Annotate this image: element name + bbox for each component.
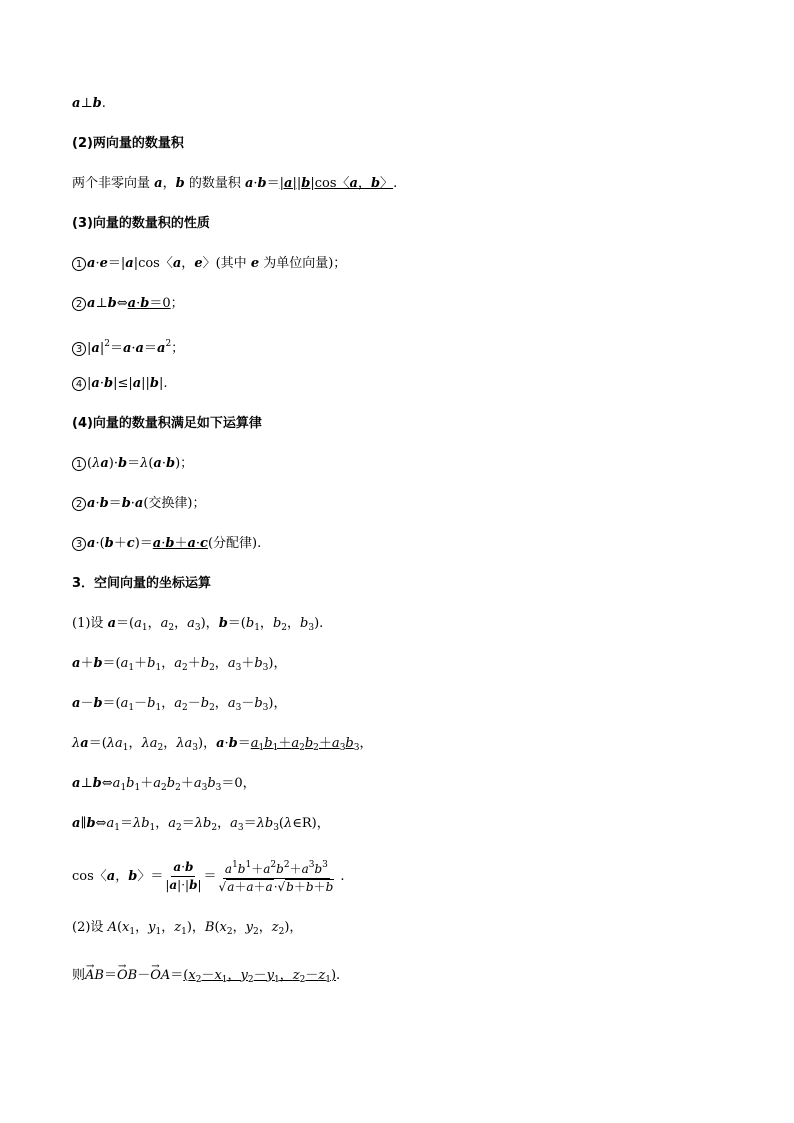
line-set-coordinates: (1)设 $a=(a_1$，$a_2$，$a_3$)，$b=(b_1$，$b_2$，$b_3$).: [72, 616, 324, 633]
heading-coordinate-operations: 3．空间向量的坐标运算: [72, 576, 212, 591]
heading-operation-laws: (4)向量的数量积满足如下运算律: [72, 416, 262, 431]
heading-dot-product: (2)两向量的数量积: [72, 136, 184, 151]
line-a-perp-b: a⊥b.: [72, 96, 106, 111]
law-2-commutative: 2 a·b＝b·a(交换律)；: [72, 496, 206, 512]
line-vector-difference: $a-b=(a_1-b_1$，$a_2-b_2$，$a_3-b_3$)，: [72, 696, 287, 713]
property-1: 1 a·e＝|a|cos〈a，e〉(其中 e 为单位向量)；: [72, 256, 346, 272]
property-2: 2 a⊥b⇔a·b＝0；: [72, 296, 184, 312]
property-4: 4 |a·b|≤|a||b|.: [72, 376, 168, 392]
line-perpendicular-condition: $a\perp b\Leftrightarrow a_1b_1+a_2b_2+a_3b_3=0$，: [72, 776, 256, 793]
law-1: 1 (λa)·b＝λ(a·b)；: [72, 456, 193, 472]
line-vector-ab: 则→ $AB=\to OB-\to OA=(x_2-x_1$，$y_2-y_1$，$z_2-z_1$).: [72, 968, 340, 988]
line-scalar-and-dot: $\lambda a=(\lambda a_1$，$\lambda a_2$，$\lambda a_3$)，$a\cdot b=a_1b_1+a_2b_2+a_3b_3$，: [72, 736, 373, 753]
line-vector-sum: $a+b=(a_1+b_1$，$a_2+b_2$，$a_3+b_3$)，: [72, 656, 287, 673]
property-3: 3 $|a|^2=a\cdot a=a^2$；: [72, 336, 184, 357]
fraction-coordinate-cosine: $\frac{a^1b^1+a^2b^2+a^3b^3}{√a+a+a\cdot√b+b+b}$: [218, 860, 334, 894]
heading-dot-product-properties: (3)向量的数量积的性质: [72, 216, 210, 231]
line-cosine-formula: cos〈a，b〉＝ $\frac{a\cdot b}{|a|\cdot|b|}$ ＝ $\frac{a^1b^1+a^2b^2+a^3b^3}{√a+a+a\cdot√b+b+b}$ .: [72, 860, 345, 894]
fraction-dot-over-norms: $\frac{a\cdot b}{|a|\cdot|b|}$: [165, 860, 202, 892]
line-parallel-condition: $a\parallel b\Leftrightarrow a_1=\lambda b_1$，$a_2=\lambda b_2$，$a_3=\lambda b_3(\lambda\in R)$，: [72, 816, 330, 833]
line-dot-product-definition: 两个非零向量 a，b 的数量积 a·b＝|a||b|cos〈a，b〉.: [72, 176, 398, 191]
line-set-points: (2)设 $A(x_1$，$y_1$，$z_1$)，$B(x_2$，$y_2$，$z_2$)，: [72, 920, 303, 937]
law-3-distributive: 3 a·(b＋c)＝a·b＋a·c(分配律).: [72, 536, 261, 552]
